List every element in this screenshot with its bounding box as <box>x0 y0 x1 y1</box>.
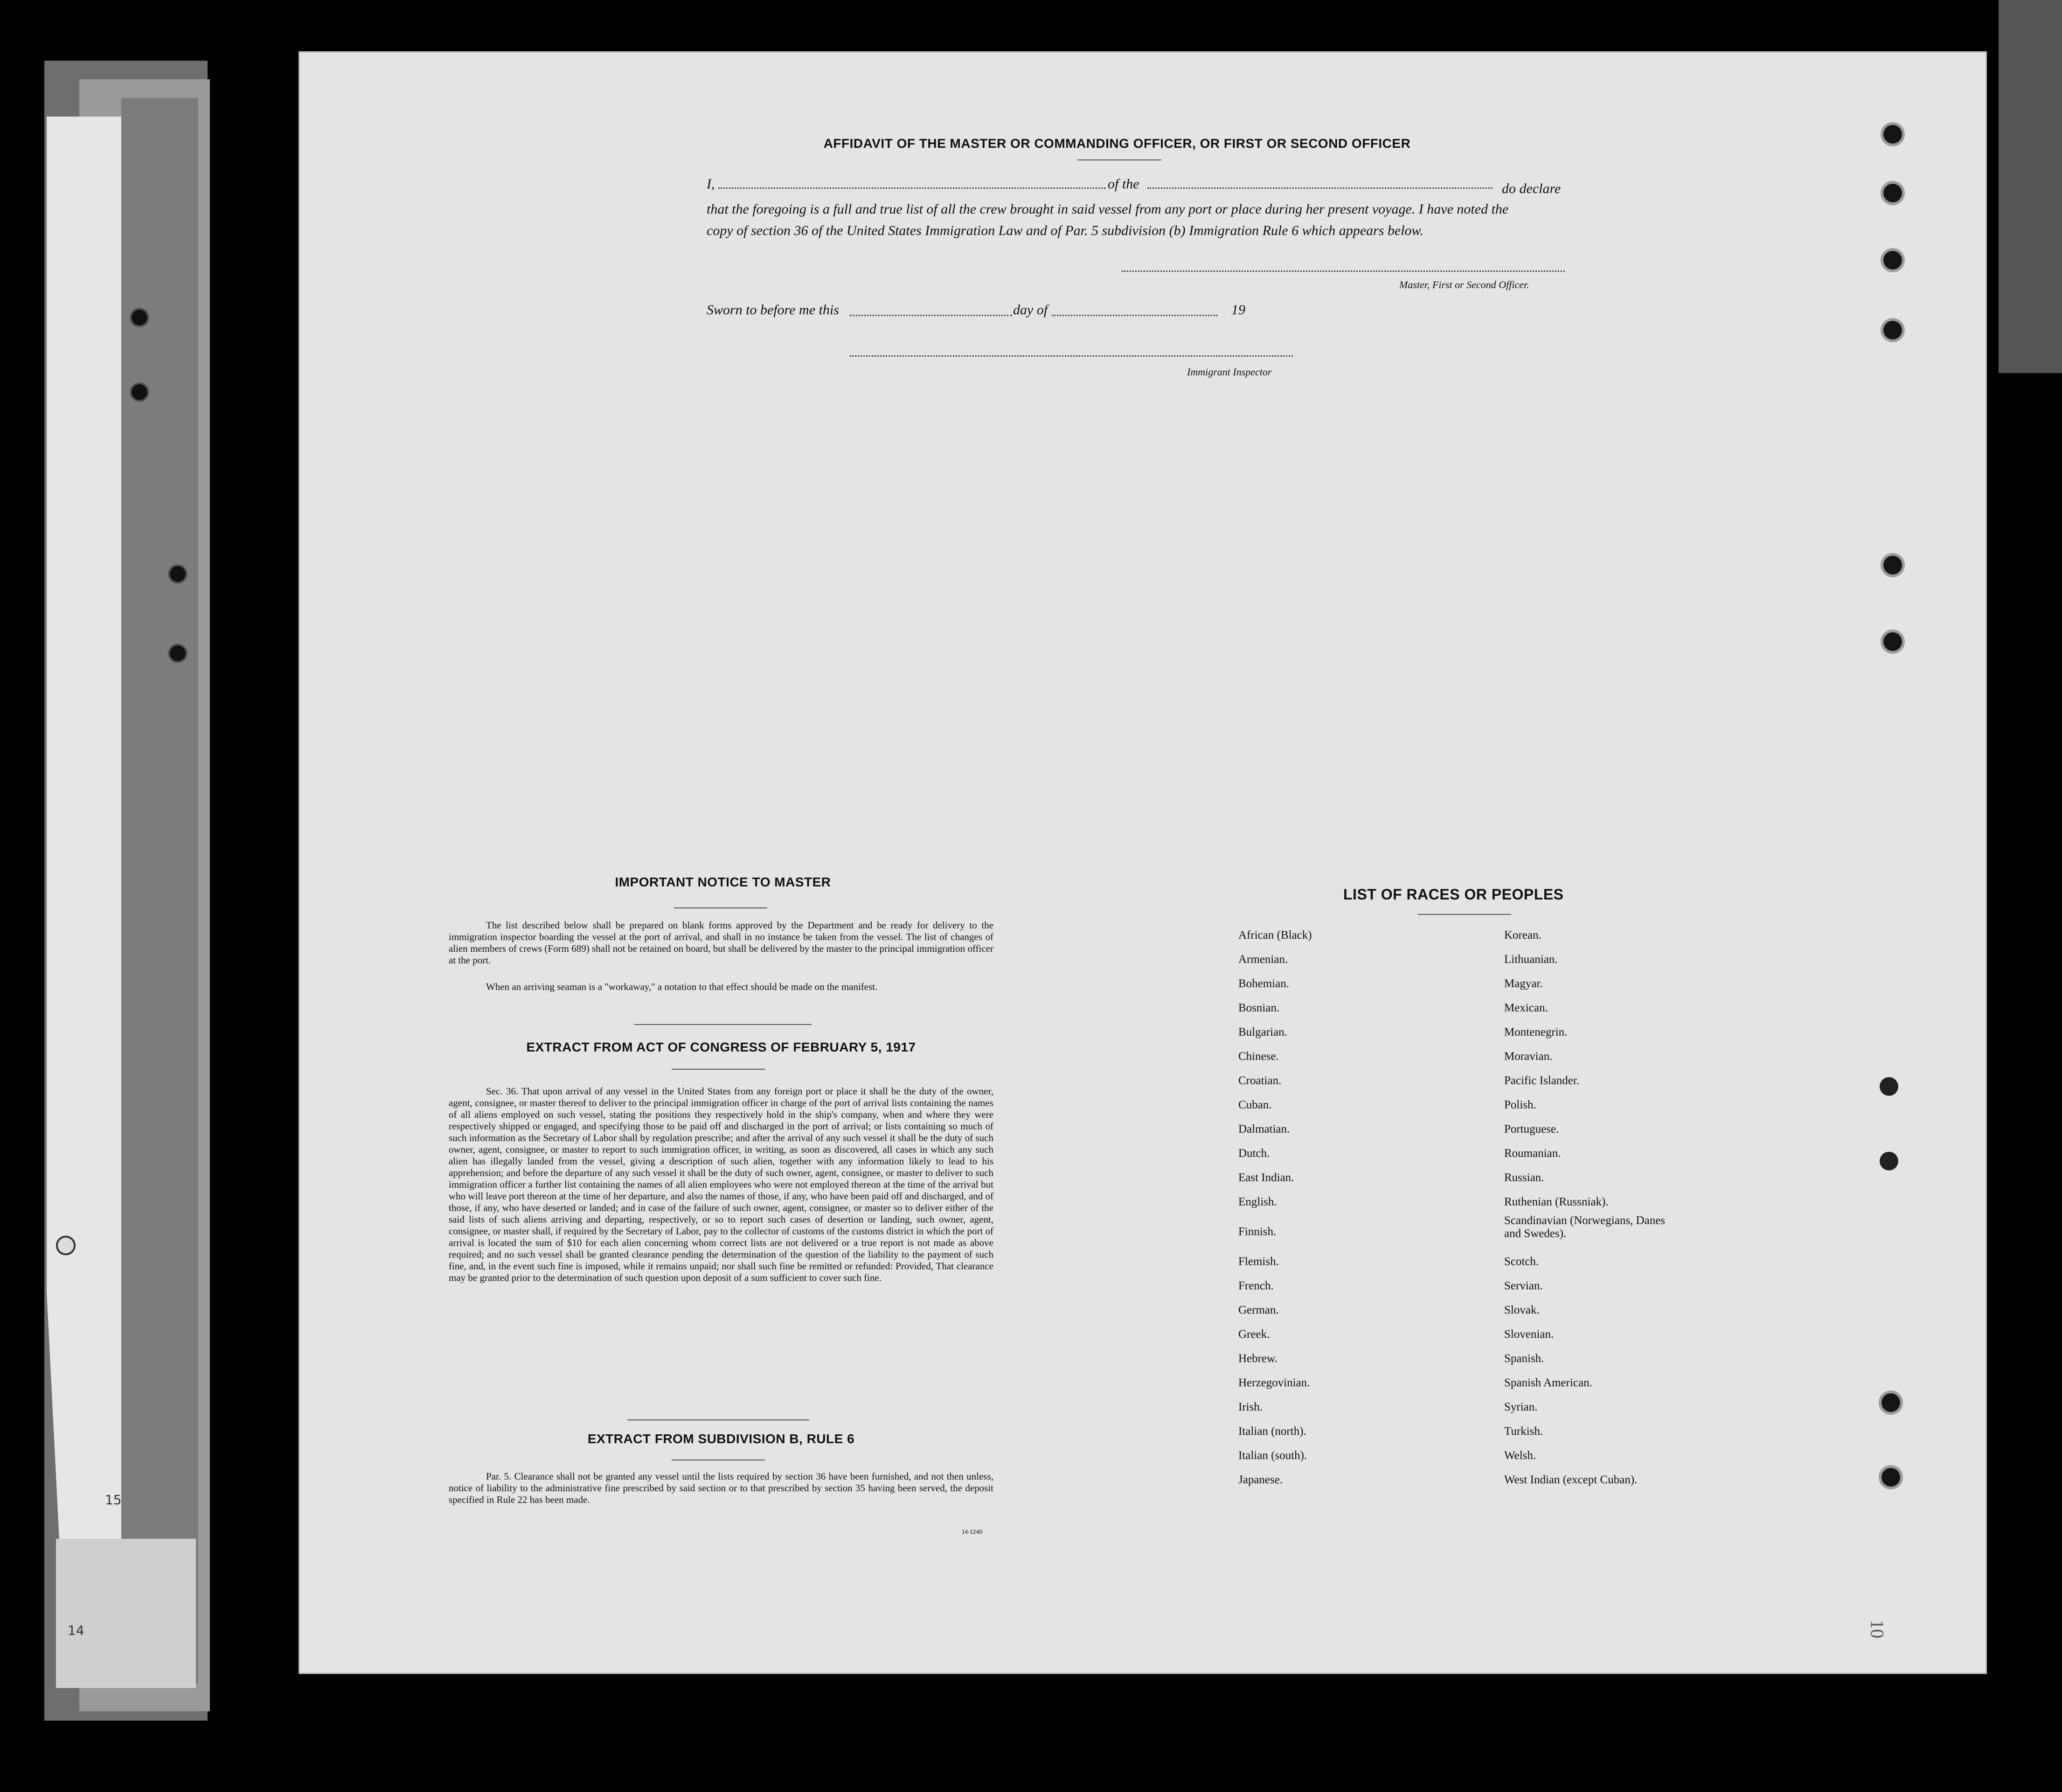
sworn-text: Sworn to before me this <box>707 302 839 318</box>
punch-hole-shadow <box>1880 1077 1898 1096</box>
race-item: Bulgarian. <box>1238 1026 1287 1038</box>
race-item: East Indian. <box>1238 1171 1294 1184</box>
race-item: Syrian. <box>1504 1401 1538 1413</box>
race-item: Scotch. <box>1504 1255 1539 1268</box>
race-item: Herzegovinian. <box>1238 1377 1310 1389</box>
race-item: Irish. <box>1238 1401 1263 1413</box>
extract-act-text: Sec. 36. That upon arrival of any vessel in the United States from any foreign port or place it shall be the duty of the owner, agent, consignee, or master thereof to deliver to the principal immigration officer in charge of the port of arrival lists containing the names of all aliens employed on such vessel, stating the positions they respectively hold in the ship's company, when and where they were respectively shipped or engaged, and specifying those to be paid off and discharged in the port of arrival; or lists containing so much of such information as the Secretary of Labor shall by regulation prescribe; and after the arrival of any such vessel it shall be the duty of such owner, agent, consignee, or master to report to such immigration officer, in writing, as soon as discovered, all cases in which any such alien has illegally landed from the vessel, giving a description of such alien, together with any information likely to lead to his apprehension; and before the departure of any such vessel it shall be the duty of such owner, agent, consignee, or master to deliver to such immigration officer a further list containing the names of all alien employees who were not employed thereon at the time of the arrival but who will leave port thereon at the time of her departure, and also the names of those, if any, who have been paid off and discharged, and of those, if any, who have deserted or landed; and in case of the failure of such owner, agent, consignee, or master so to deliver either of the said lists of such aliens arriving and departing, respectively, or so to report such cases of desertion or landing, such owner, agent, consignee, or master shall, if required by the Secretary of Labor, pay to the collector of customs of the customs district in which the port of arrival is located the sum of $10 for each alien concerning whom correct lists are not delivered or a true report is not made as above required; and no such vessel shall be granted clearance pending the determination of the question of the liability to the payment of such fine, and, in the event such fine is imposed, while it remains unpaid; nor shall such fine be remitted or refunded: Provided, That clearance may be granted prior to the determination of such question upon deposit of a sum sufficient to cover such fine. <box>449 1086 993 1283</box>
race-item: Portuguese. <box>1504 1123 1559 1135</box>
divider <box>672 1069 765 1070</box>
race-item: African (Black) <box>1238 929 1312 941</box>
year-text: 19 <box>1231 302 1245 318</box>
day-of-text: day of <box>1013 302 1048 318</box>
race-item: Dalmatian. <box>1238 1123 1290 1135</box>
race-item: Magyar. <box>1504 977 1543 990</box>
race-item: Slovenian. <box>1504 1328 1554 1341</box>
punch-hole <box>168 564 187 584</box>
name-blank <box>718 187 1105 189</box>
race-item: Ruthenian (Russniak). <box>1504 1196 1609 1208</box>
race-item: Italian (south). <box>1238 1449 1307 1462</box>
race-item: Spanish American. <box>1504 1377 1592 1389</box>
race-item: Turkish. <box>1504 1425 1543 1438</box>
extract-rule-text: Par. 5. Clearance shall not be granted any vessel until the lists required by section 36 have been furnished, and not then unless, notice of liability to the administrative fine prescribed by said section or to that prescribed by section 35 having been served, the deposit specified in Rule 22 has been made. <box>449 1471 993 1505</box>
race-item: Japanese. <box>1238 1474 1283 1486</box>
punch-hole <box>1881 181 1905 205</box>
punch-hole <box>130 308 149 327</box>
punch-hole <box>1879 1391 1903 1415</box>
extract-act-title: EXTRACT FROM ACT OF CONGRESS OF FEBRUARY 5, 1917 <box>526 1040 916 1054</box>
race-item: Finnish. <box>1238 1225 1277 1238</box>
affidavit-line3: copy of section 36 of the United States Immigration Law and of Par. 5 subdivision (b) Immigration Rule 6 which appears below. <box>707 223 1423 238</box>
punch-hole <box>56 1236 76 1255</box>
notice-para1: The list described below shall be prepared on blank forms approved by the Department and be ready for delivery to the immigration inspector boarding the vessel at the port of arrival, and shall in no instance be taken from the vessel. The list of changes of alien members of crews (Form 689) shall not be retained on board, but shall be delivered by the master to the principal immigration officer at the port. <box>449 920 993 966</box>
race-item: Welsh. <box>1504 1449 1536 1462</box>
punch-hole <box>130 382 149 402</box>
divider <box>634 1024 812 1025</box>
divider <box>674 907 767 908</box>
punch-hole <box>1881 553 1905 577</box>
stacked-page-strip <box>121 98 198 1683</box>
race-item: Scandinavian (Norwegians, Danes and Swedes). <box>1504 1214 1666 1240</box>
signature-line <box>1122 270 1565 272</box>
race-item: Bohemian. <box>1238 977 1290 990</box>
race-item: Servian. <box>1504 1280 1543 1292</box>
races-title: LIST OF RACES OR PEOPLES <box>1343 886 1564 903</box>
stacked-page-front <box>47 117 121 1585</box>
race-item: West Indian (except Cuban). <box>1504 1474 1638 1486</box>
day-blank <box>850 315 1012 316</box>
margin-note-left-a: 15 <box>105 1492 122 1508</box>
affidavit-of-the: of the <box>1108 176 1139 192</box>
month-blank <box>1052 315 1217 316</box>
race-item: Korean. <box>1504 929 1541 941</box>
race-item: Chinese. <box>1238 1050 1279 1063</box>
race-item: Italian (north). <box>1238 1425 1306 1438</box>
race-item: Roumanian. <box>1504 1147 1561 1160</box>
race-item: English. <box>1238 1196 1277 1208</box>
race-item: Pacific Islander. <box>1504 1074 1580 1087</box>
extract-rule-title: EXTRACT FROM SUBDIVISION B, RULE 6 <box>587 1432 855 1446</box>
affidavit-declare: do declare <box>1502 181 1561 196</box>
race-item: Hebrew. <box>1238 1352 1277 1365</box>
affidavit-title: AFFIDAVIT OF THE MASTER OR COMMANDING OFFICER, OR FIRST OR SECOND OFFICER <box>823 136 1411 151</box>
punch-hole <box>1881 630 1905 654</box>
race-item: Lithuanian. <box>1504 953 1558 966</box>
race-item: Moravian. <box>1504 1050 1553 1063</box>
race-item: Russian. <box>1504 1171 1544 1184</box>
race-item: Flemish. <box>1238 1255 1279 1268</box>
punch-hole <box>1881 248 1905 272</box>
affidavit-line2: that the foregoing is a full and true list of all the crew brought in said vessel from any port or place during her present voyage. I have noted the <box>707 201 1509 217</box>
race-item: German. <box>1238 1304 1279 1316</box>
race-item: Bosnian. <box>1238 1002 1280 1014</box>
inspector-label: Immigrant Inspector <box>1187 366 1272 378</box>
punch-hole <box>1879 1465 1903 1489</box>
race-item: Cuban. <box>1238 1099 1272 1111</box>
punch-hole-shadow <box>1880 1152 1898 1170</box>
notice-para2: When an arriving seaman is a "workaway," a notation to that effect should be made on the manifest. <box>486 981 878 992</box>
races-column-2 <box>1504 923 1709 1492</box>
race-item: Croatian. <box>1238 1074 1282 1087</box>
punch-hole <box>168 643 187 663</box>
race-item: Mexican. <box>1504 1002 1548 1014</box>
right-edge-strip <box>1999 0 2062 373</box>
divider <box>627 1419 809 1420</box>
margin-note-right: 10 <box>1867 1619 1888 1639</box>
signature-label: Master, First or Second Officer. <box>1399 279 1529 291</box>
divider <box>1077 159 1161 160</box>
punch-hole <box>1881 318 1905 342</box>
manifest-page <box>299 51 1987 1674</box>
race-item: French. <box>1238 1280 1274 1292</box>
race-item: Slovak. <box>1504 1304 1540 1316</box>
margin-note-left-b: 14 <box>68 1623 84 1638</box>
stacked-page-corner <box>56 1539 196 1688</box>
race-item: Montenegrin. <box>1504 1026 1568 1038</box>
race-item: Spanish. <box>1504 1352 1544 1365</box>
races-column-1 <box>1238 923 1500 1492</box>
affidavit-i: I, <box>707 176 715 192</box>
race-item: Dutch. <box>1238 1147 1270 1160</box>
divider <box>1418 914 1511 915</box>
inspector-line <box>850 355 1293 357</box>
race-item: Greek. <box>1238 1328 1270 1341</box>
race-item: Polish. <box>1504 1099 1536 1111</box>
form-number: 14-1240 <box>962 1529 983 1535</box>
notice-title: IMPORTANT NOTICE TO MASTER <box>615 875 831 889</box>
punch-hole <box>1881 122 1905 146</box>
race-item: Armenian. <box>1238 953 1288 966</box>
vessel-blank <box>1147 187 1493 189</box>
